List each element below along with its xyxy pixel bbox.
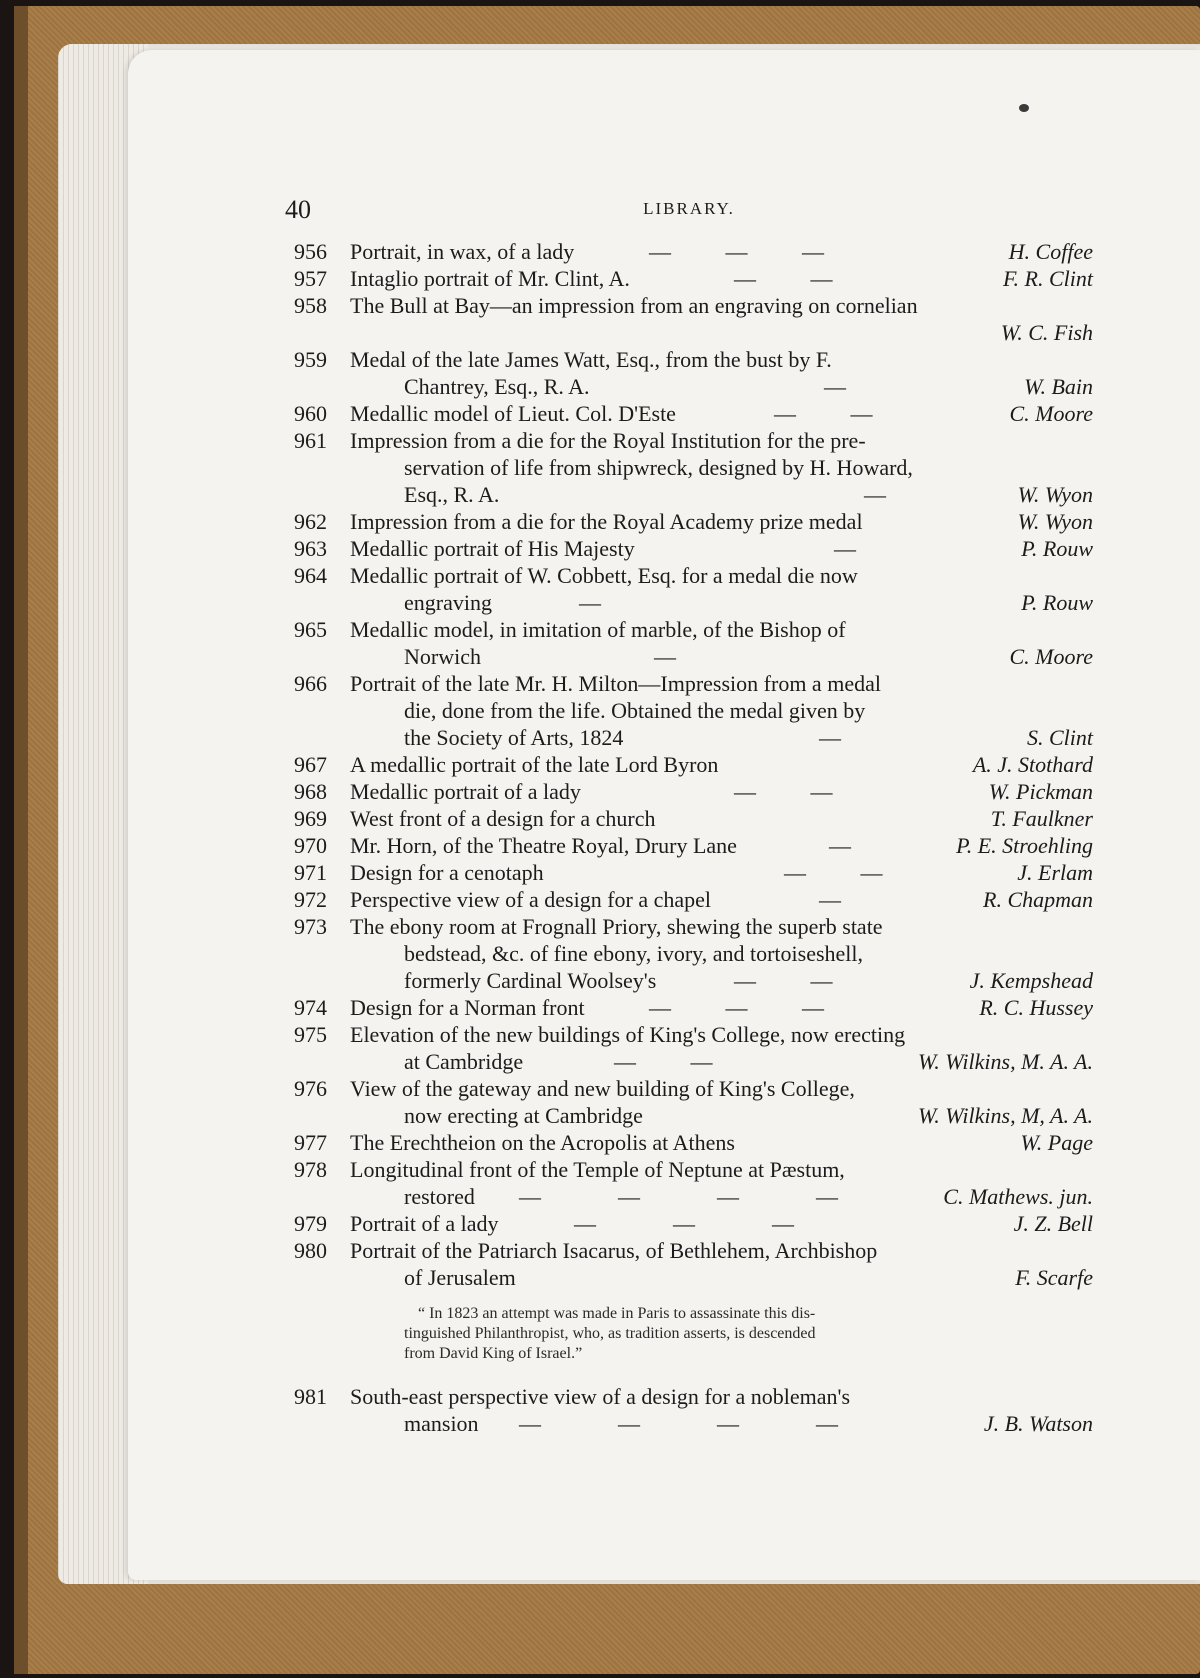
entry-number: 963 <box>294 536 327 561</box>
entry-number: 970 <box>294 833 327 858</box>
entry-artist: C. Moore <box>1009 644 1093 669</box>
entry-965 <box>294 617 1093 644</box>
dash-leader: — — <box>734 779 835 804</box>
entry-978 <box>294 1157 1093 1184</box>
entry-description: Portrait of the Patriarch Isacarus, of Bethlehem, Archbishop <box>350 1238 878 1263</box>
entry-description: View of the gateway and new building of King's College, <box>350 1076 855 1101</box>
dash-leader: — <box>864 482 888 507</box>
book-spine-edge <box>14 6 28 1674</box>
entry-974 <box>294 995 1093 1022</box>
dash-leader: — — <box>734 266 835 291</box>
entry-artist: W. Wilkins, M, A. A. <box>918 1103 1093 1128</box>
entry-description-cont: die, done from the life. Obtained the medal given by <box>404 698 866 723</box>
entry-number: 969 <box>294 806 327 831</box>
entry-description-cont: the Society of Arts, 1824 <box>404 725 624 750</box>
entry-980-continuation <box>294 1265 1093 1292</box>
entry-description: The Bull at Bay—an impression from an engraving on cornelian <box>350 293 918 318</box>
entry-979 <box>294 1211 1093 1238</box>
entry-description-cont: mansion <box>404 1411 479 1436</box>
entry-number: 980 <box>294 1238 327 1263</box>
entry-number: 967 <box>294 752 327 777</box>
entry-966-continuation <box>294 725 1093 752</box>
running-title: LIBRARY. <box>643 199 735 218</box>
entry-961-continuation <box>294 482 1093 509</box>
entry-number: 964 <box>294 563 327 588</box>
entry-978-continuation <box>294 1184 1093 1211</box>
entry-artist: W. Wyon <box>1017 509 1093 534</box>
entry-958-continuation <box>294 320 1093 347</box>
entry-description: Impression from a die for the Royal Institution for the pre- <box>350 428 866 453</box>
entry-description: Mr. Horn, of the Theatre Royal, Drury Lane <box>350 833 737 858</box>
entry-number: 961 <box>294 428 327 453</box>
entry-artist: R. Chapman <box>983 887 1093 912</box>
entry-number: 957 <box>294 266 327 291</box>
entry-961 <box>294 428 1093 455</box>
entry-artist: W. Bain <box>1024 374 1093 399</box>
dash-leader: — — — — <box>519 1184 840 1209</box>
entry-963 <box>294 536 1093 563</box>
entry-973-continuation <box>294 968 1093 995</box>
entry-description-cont: Norwich <box>404 644 481 669</box>
entry-artist: W. Wyon <box>1017 482 1093 507</box>
entry-964-continuation <box>294 590 1093 617</box>
footnote <box>404 1304 1093 1384</box>
entry-description: Medallic portrait of His Majesty <box>350 536 635 561</box>
entry-976-continuation <box>294 1103 1093 1130</box>
dash-leader: — <box>654 644 678 669</box>
entry-number: 972 <box>294 887 327 912</box>
dash-leader: — — — <box>649 995 826 1020</box>
entry-975-continuation <box>294 1049 1093 1076</box>
entry-968 <box>294 779 1093 806</box>
entry-number: 971 <box>294 860 327 885</box>
entry-artist: J. B. Watson <box>983 1411 1093 1436</box>
entry-description-cont: of Jerusalem <box>404 1265 516 1290</box>
entry-967 <box>294 752 1093 779</box>
entry-971 <box>294 860 1093 887</box>
entry-description: West front of a design for a church <box>350 806 656 831</box>
dash-leader: — — — <box>574 1211 796 1236</box>
entry-artist: T. Faulkner <box>990 806 1093 831</box>
dash-leader: — — — — <box>519 1411 840 1436</box>
entry-artist: W. Page <box>1020 1130 1093 1155</box>
entry-961-continuation <box>294 455 1093 482</box>
entry-number: 960 <box>294 401 327 426</box>
entry-number: 962 <box>294 509 327 534</box>
entry-number: 979 <box>294 1211 327 1236</box>
entry-number: 973 <box>294 914 327 939</box>
entry-number: 965 <box>294 617 327 642</box>
entry-981 <box>294 1384 1093 1411</box>
entry-973-continuation <box>294 941 1093 968</box>
entry-description: Design for a cenotaph <box>350 860 544 885</box>
dash-leader: — <box>819 725 843 750</box>
entry-artist: A. J. Stothard <box>972 752 1093 777</box>
entry-981-continuation <box>294 1411 1093 1438</box>
dash-leader: — <box>579 590 603 615</box>
entry-artist: F. R. Clint <box>1002 266 1093 291</box>
entry-number: 966 <box>294 671 327 696</box>
entry-artist: W. Pickman <box>988 779 1093 804</box>
entry-description-cont: servation of life from shipwreck, designed by H. Howard, <box>404 455 913 480</box>
entry-artist: P. Rouw <box>1021 536 1093 561</box>
entry-number: 956 <box>294 239 327 264</box>
entry-description: South-east perspective view of a design for a nobleman's <box>350 1384 851 1409</box>
dash-leader: — <box>829 833 853 858</box>
entry-960 <box>294 401 1093 428</box>
entry-description-cont: restored <box>404 1184 475 1209</box>
entry-number: 974 <box>294 995 327 1020</box>
entry-969 <box>294 806 1093 833</box>
entry-958 <box>294 293 1093 320</box>
footnote-line: “ In 1823 an attempt was made in Paris to assassinate this dis- <box>418 1305 816 1322</box>
entry-description-cont: engraving <box>404 590 492 615</box>
entry-description: Design for a Norman front <box>350 995 585 1020</box>
entry-artist: P. Rouw <box>1021 590 1093 615</box>
entry-artist: C. Mathews. jun. <box>943 1184 1093 1209</box>
entry-description: Intaglio portrait of Mr. Clint, A. <box>350 266 630 291</box>
entry-description: The ebony room at Frognall Priory, shewing the superb state <box>350 914 883 939</box>
entry-artist: J. Kempshead <box>969 968 1093 993</box>
ink-mark <box>1019 104 1029 112</box>
dash-leader: — — <box>774 401 875 426</box>
page-number: 40 <box>285 195 311 224</box>
entry-description: Portrait of the late Mr. H. Milton—Impression from a medal <box>350 671 881 696</box>
entry-975 <box>294 1022 1093 1049</box>
entry-966-continuation <box>294 698 1093 725</box>
entry-number: 976 <box>294 1076 327 1101</box>
entry-973 <box>294 914 1093 941</box>
entry-artist: W. C. Fish <box>1000 320 1093 345</box>
entry-957 <box>294 266 1093 293</box>
entry-959 <box>294 347 1093 374</box>
entry-description-cont: Esq., R. A. <box>404 482 500 507</box>
entry-artist: H. Coffee <box>1008 239 1093 264</box>
entry-artist: P. E. Stroehling <box>956 833 1093 858</box>
entry-artist: J. Erlam <box>1017 860 1093 885</box>
entry-972 <box>294 887 1093 914</box>
entry-artist: J. Z. Bell <box>1013 1211 1093 1236</box>
footnote-line: tinguished Philanthropist, who, as tradition asserts, is descended <box>404 1325 816 1342</box>
entry-965-continuation <box>294 644 1093 671</box>
entry-description: Impression from a die for the Royal Academy prize medal <box>350 509 863 534</box>
entry-description: Medal of the late James Watt, Esq., from the bust by F. <box>350 347 832 372</box>
dash-leader: — — — <box>649 239 826 264</box>
entry-956 <box>294 239 1093 266</box>
dash-leader: — — <box>614 1049 715 1074</box>
entry-description-cont: formerly Cardinal Woolsey's <box>404 968 657 993</box>
entry-description: Longitudinal front of the Temple of Neptune at Pæstum, <box>350 1157 845 1182</box>
entry-description-cont: now erecting at Cambridge <box>404 1103 643 1128</box>
entry-description: Portrait, in wax, of a lady <box>350 239 575 264</box>
dash-leader: — — <box>734 968 835 993</box>
entry-artist: R. C. Hussey <box>979 995 1093 1020</box>
entry-description: Portrait of a lady <box>350 1211 499 1236</box>
entry-977 <box>294 1130 1093 1157</box>
entry-number: 978 <box>294 1157 327 1182</box>
footnote-line: from David King of Israel.” <box>404 1345 583 1362</box>
entry-966 <box>294 671 1093 698</box>
entry-artist: W. Wilkins, M. A. A. <box>918 1049 1093 1074</box>
dash-leader: — — <box>784 860 885 885</box>
dash-leader: — <box>824 374 848 399</box>
entry-description: Medallic model of Lieut. Col. D'Este <box>350 401 676 426</box>
entry-description: Medallic portrait of a lady <box>350 779 581 804</box>
entry-964 <box>294 563 1093 590</box>
entry-number: 968 <box>294 779 327 804</box>
entry-description: Perspective view of a design for a chapel <box>350 887 712 912</box>
entry-artist: F. Scarfe <box>1015 1265 1093 1290</box>
entry-description: A medallic portrait of the late Lord Byron <box>350 752 719 777</box>
entry-959-continuation <box>294 374 1093 401</box>
entry-description-cont: Chantrey, Esq., R. A. <box>404 374 590 399</box>
catalogue-list <box>294 239 1093 1438</box>
entry-976 <box>294 1076 1093 1103</box>
entry-description: Medallic portrait of W. Cobbett, Esq. for a medal die now <box>350 563 858 588</box>
entry-980 <box>294 1238 1093 1265</box>
entry-description: Medallic model, in imitation of marble, of the Bishop of <box>350 617 846 642</box>
entry-description: The Erechtheion on the Acropolis at Athens <box>350 1130 735 1155</box>
page-header <box>285 195 1093 225</box>
entry-artist: C. Moore <box>1009 401 1093 426</box>
entry-description-cont: bedstead, &c. of fine ebony, ivory, and tortoiseshell, <box>404 941 864 966</box>
dash-leader: — <box>819 887 843 912</box>
entry-number: 959 <box>294 347 327 372</box>
entry-962 <box>294 509 1093 536</box>
entry-artist: S. Clint <box>1026 725 1093 750</box>
entry-description-cont: at Cambridge <box>404 1049 524 1074</box>
entry-number: 977 <box>294 1130 327 1155</box>
entry-number: 958 <box>294 293 327 318</box>
dash-leader: — <box>834 536 858 561</box>
entry-number: 975 <box>294 1022 327 1047</box>
entry-number: 981 <box>294 1384 327 1409</box>
entry-970 <box>294 833 1093 860</box>
entry-description: Elevation of the new buildings of King's College, now erecting <box>350 1022 906 1047</box>
